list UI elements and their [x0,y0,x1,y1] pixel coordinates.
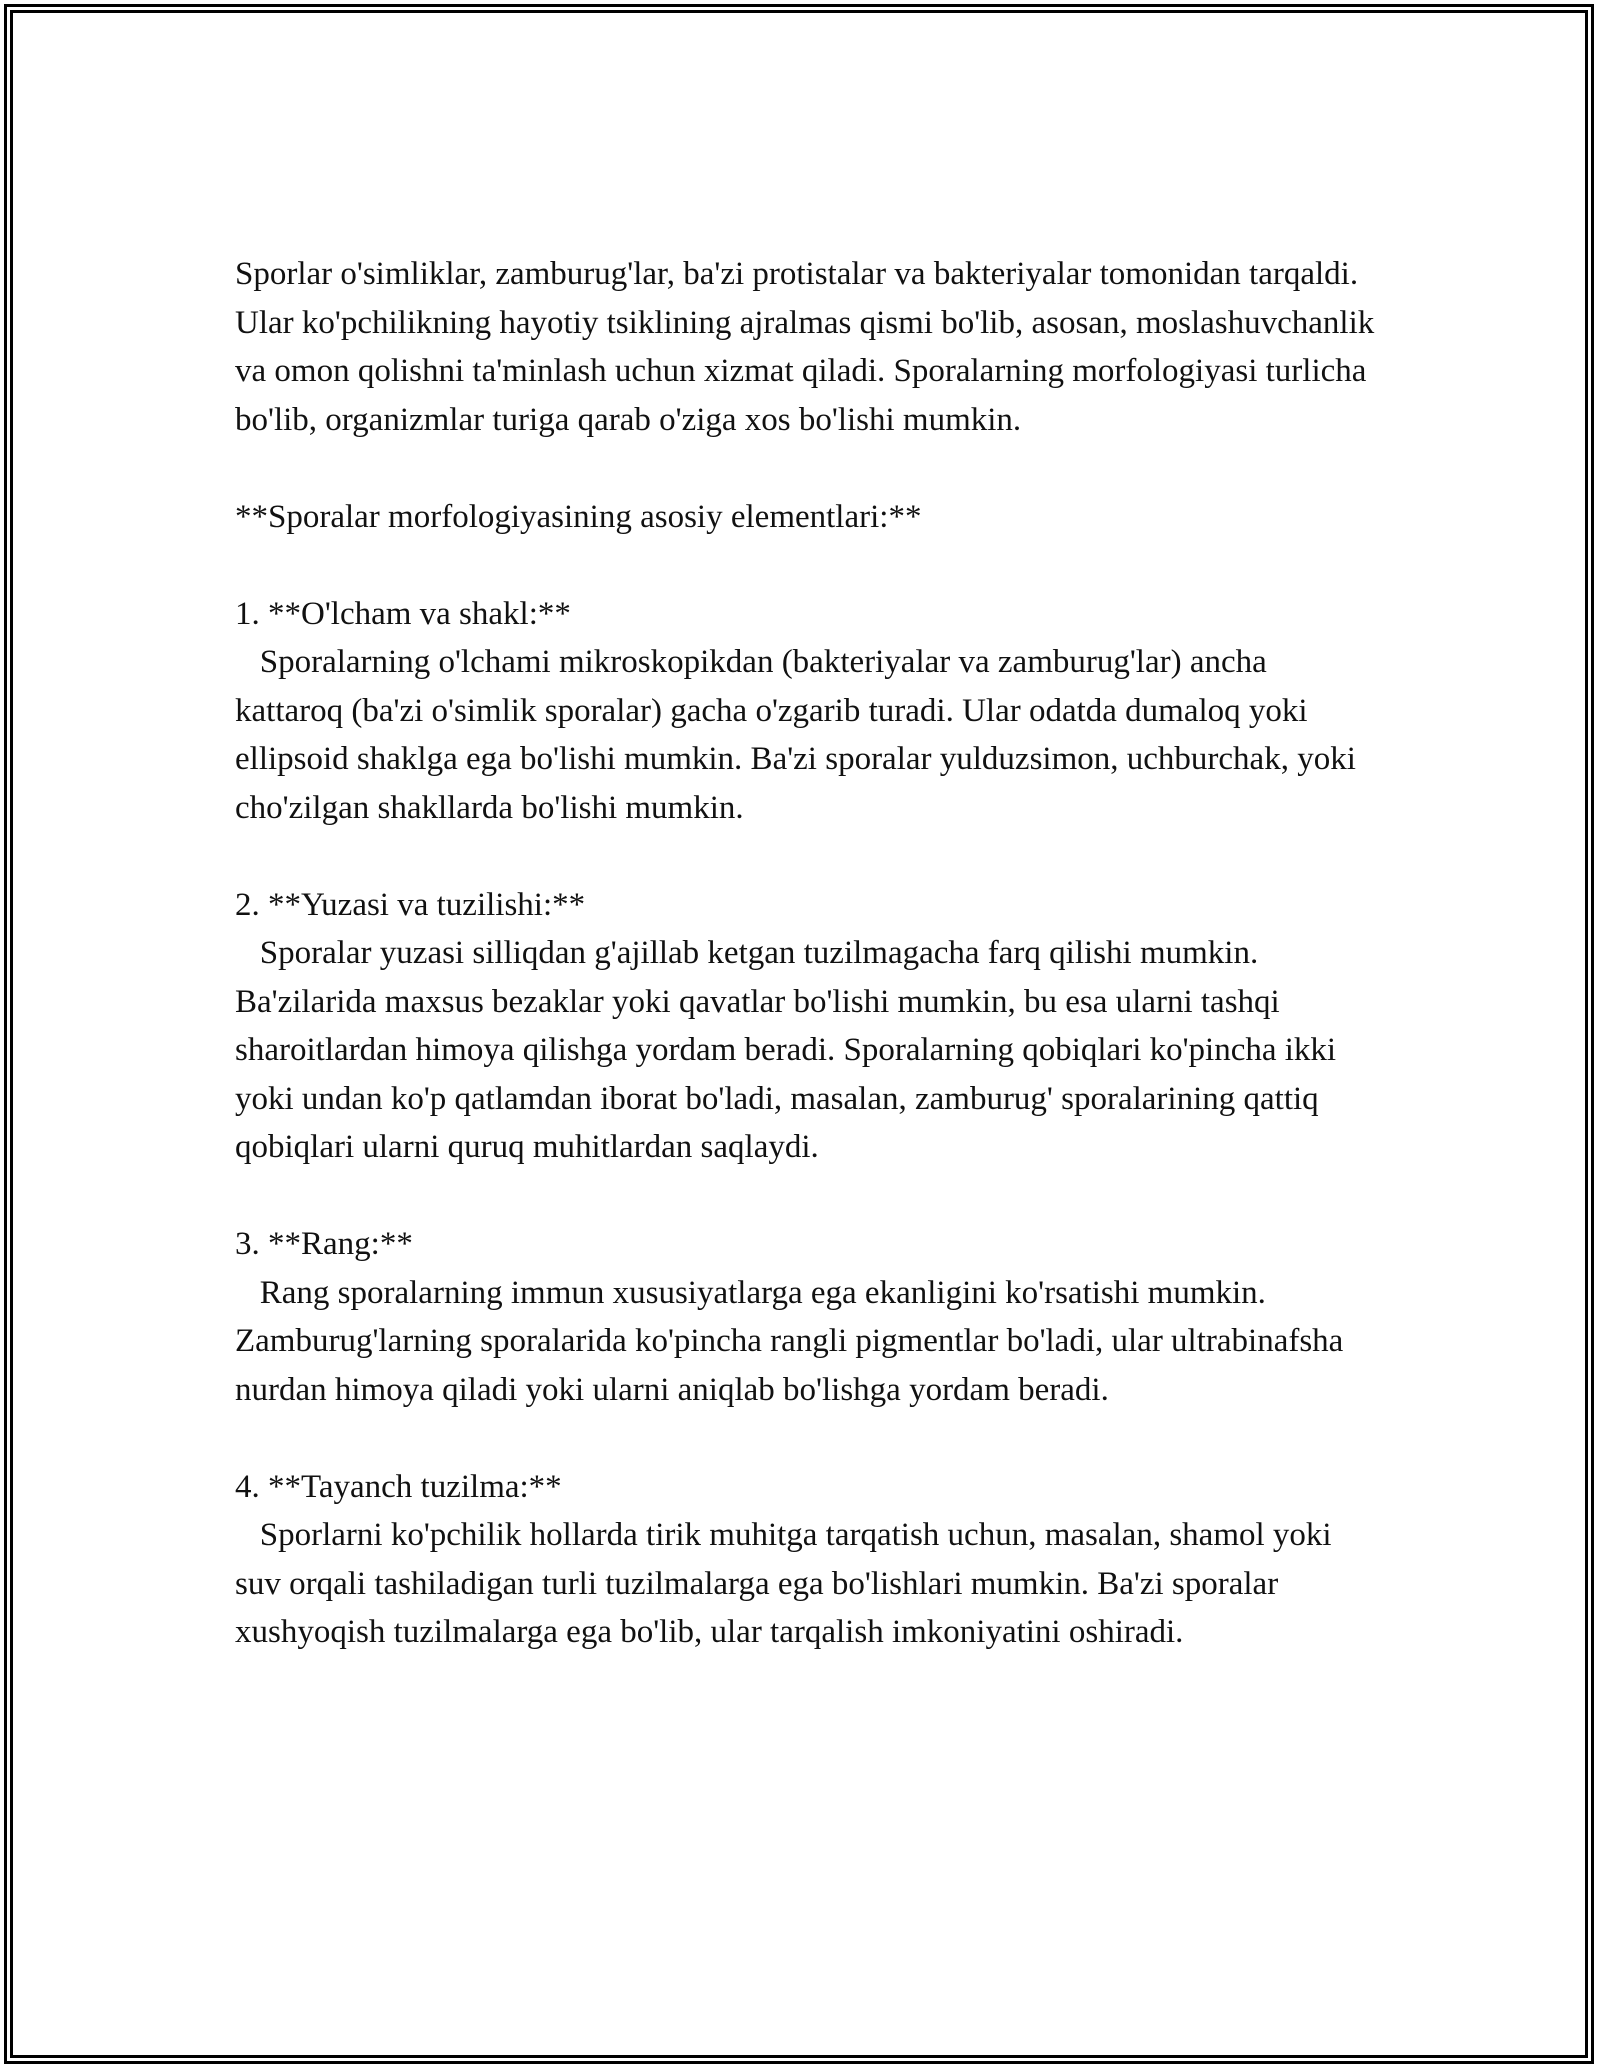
list-item [235,1220,1375,1414]
list-item-body: Sporalar yuzasi silliqdan g'ajillab ketgan tuzilmagacha farq qilishi mumkin. Ba'zilarida maxsus bezaklar yoki qavatlar bo'lishi mumkin, bu esa ularni tashqi sharoitlardan himoya qilishga yordam beradi. Sporalarning qobiqlari ko'pincha ikki yoki undan ko'p qatlamdan iborat bo'ladi, masalan, zamburug' sporalarining qattiq qobiqlari ularni quruq muhitlardan saqlaydi. [235,935,1345,1165]
list-item-body: Sporalarning o'lchami mikroskopikdan (bakteriyalar va zamburug'lar) ancha kattaroq (ba'zi o'simlik sporalar) gacha o'zgarib turadi. Ular odatda dumaloq yoki ellipsoid shaklga ega bo'lishi mumkin. Ba'zi sporalar yulduzsimon, uchburchak, yoki cho'zilgan shakllarda bo'lishi mumkin. [235,644,1365,826]
list-item-body: Sporlarni ko'pchilik hollarda tirik muhitga tarqatish uchun, masalan, shamol yoki suv orqali tashiladigan turli tuzilmalarga ega bo'lishlari mumkin. Ba'zi sporalar xushyoqish tuzilmalarga ega bo'lib, ular tarqalish imkoniyatini oshiradi. [235,1517,1340,1650]
document-body [235,250,1383,1705]
list-item-body: Rang sporalarning immun xususiyatlarga ega ekanligini ko'rsatishi mumkin. Zamburug'larning sporalarida ko'pincha rangli pigmentlar bo'ladi, ular ultrabinafsha nurdan himoya qiladi yoki ularni aniqlab bo'lishga yordam beradi. [235,1274,1352,1408]
list-item [235,881,1375,1172]
list-item-title: 4. **Tayanch tuzilma:** [235,1468,562,1505]
list-item-title: 3. **Rang:** [235,1226,413,1262]
intro-paragraph: Sporlar o'simliklar, zamburug'lar, ba'zi protistalar va bakteriyalar tomonidan tarqaldi. Ular ko'pchilikning hayotiy tsiklining ajralmas qismi bo'lib, asosan, moslashuvchanlik va omon qolishni ta'minlash uchun xizmat qiladi. Sporalarning morfologiyasi turlicha bo'lib, organizmlar turiga qarab o'ziga xos bo'lishi mumkin. [235,256,1383,438]
list-item [235,590,1375,833]
list-item-title: 1. **O'lcham va shakl:** [235,595,571,632]
list-item [235,1463,1375,1657]
section-heading: **Sporalar morfologiyasining asosiy elementlari:** [235,498,922,535]
list-item-title: 2. **Yuzasi va tuzilishi:** [235,886,586,923]
